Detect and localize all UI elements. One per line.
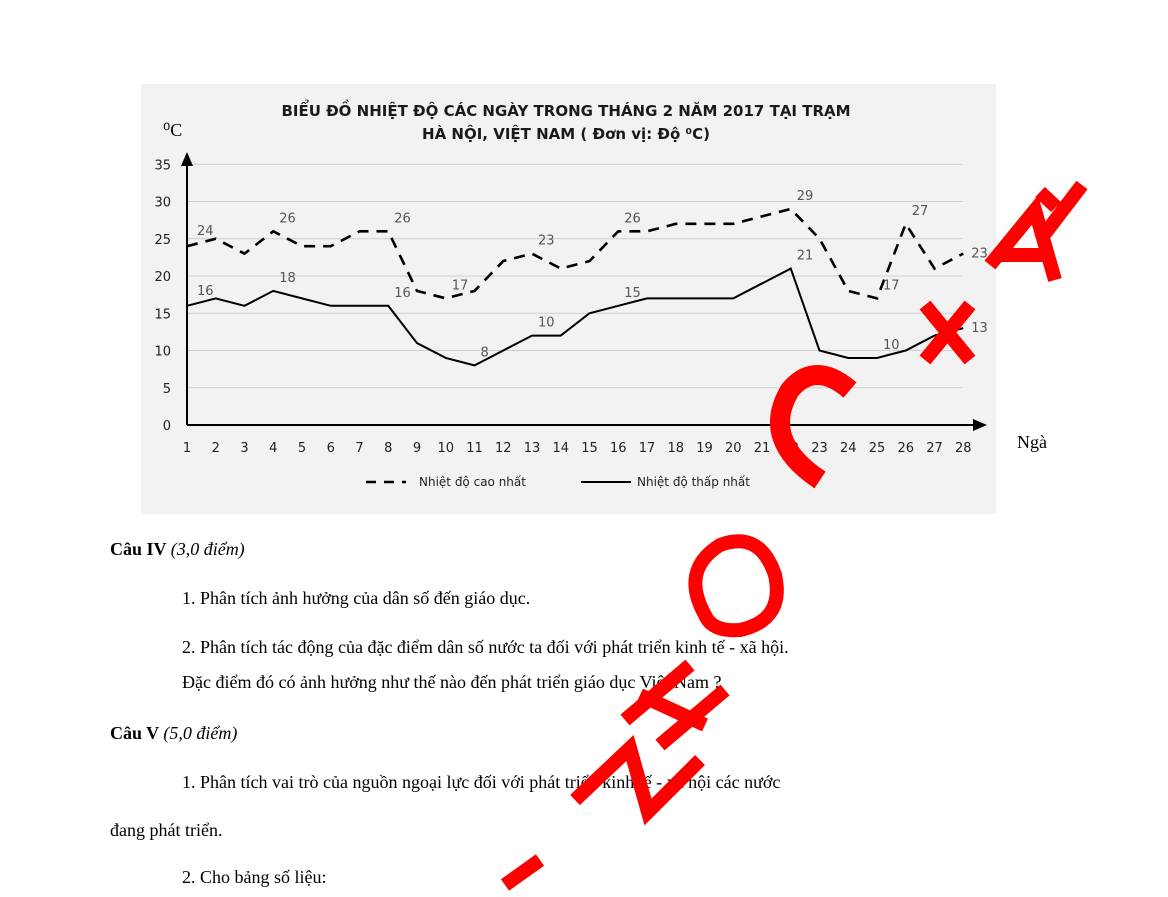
q5-heading: Câu V	[110, 723, 159, 743]
q4-heading: Câu IV	[110, 539, 167, 559]
data-label: 8	[480, 345, 489, 361]
legend-label-low: Nhiệt độ thấp nhất	[637, 475, 750, 489]
data-label: 23	[971, 246, 988, 262]
data-label: 17	[451, 278, 469, 294]
y-tick-label: 10	[154, 344, 171, 360]
data-label: 23	[538, 233, 555, 249]
x-tick-label: 3	[240, 441, 249, 456]
temperature-chart	[141, 84, 1047, 514]
data-label: 16	[394, 285, 411, 301]
series-line-high	[187, 209, 963, 298]
data-label: 13	[971, 321, 988, 337]
data-label: 18	[279, 270, 296, 286]
x-tick-label: 14	[552, 441, 570, 456]
chart-title-line-2: HÀ NỘI, VIỆT NAM ( Đơn vị: Độ ⁰C)	[422, 125, 710, 143]
x-tick-label: 11	[466, 441, 483, 456]
legend	[366, 475, 750, 489]
x-tick-label: 25	[868, 441, 886, 456]
x-tick-label: 26	[897, 441, 915, 456]
x-axis-unit-label: Ngà	[1017, 432, 1047, 452]
x-tick-label: 22	[782, 441, 800, 456]
x-tick-label: 16	[609, 441, 627, 456]
data-label: 24	[197, 224, 214, 240]
data-label: 17	[883, 278, 900, 294]
x-tick-label: 27	[926, 441, 943, 456]
x-tick-label: 7	[355, 441, 364, 456]
x-tick-label: 18	[667, 441, 685, 456]
x-tick-label: 1	[182, 441, 192, 456]
y-tick-label: 25	[154, 232, 171, 248]
x-tick-label: 19	[696, 441, 713, 456]
data-label: 26	[624, 211, 641, 227]
x-tick-label: 4	[269, 441, 278, 456]
data-labels	[197, 189, 988, 360]
q4-item-2-line-1: 2. Phân tích tác động của đặc điểm dân số nước ta đối với phát triển kinh tế - xã hội.	[182, 637, 789, 657]
y-tick-label: 15	[154, 307, 171, 323]
data-label: 15	[624, 285, 641, 301]
gridlines	[187, 164, 963, 388]
q5-heading-line	[110, 722, 1090, 744]
x-tick-label: 2	[211, 441, 220, 456]
x-tick-label: 6	[326, 441, 335, 456]
y-tick-label: 35	[154, 158, 171, 174]
data-label: 21	[796, 248, 814, 264]
q4-item-1: 1. Phân tích ảnh hưởng của dân số đến giáo dục.	[182, 588, 531, 608]
x-tick-label: 10	[437, 441, 455, 456]
y-tick-label: 5	[162, 381, 171, 397]
x-tick-label: 5	[297, 441, 307, 456]
y-tick-label: 30	[154, 195, 171, 211]
x-tick-label: 12	[494, 441, 512, 456]
data-label: 26	[279, 211, 296, 227]
data-label: 16	[197, 283, 214, 299]
data-label: 27	[911, 203, 929, 219]
y-tick-label: 20	[154, 270, 171, 285]
x-tick-label: 28	[954, 441, 972, 456]
q4-points: (3,0 điểm)	[170, 539, 245, 559]
x-tick-label: 9	[412, 441, 422, 456]
data-label: 10	[883, 337, 900, 353]
x-tick-label: 8	[384, 441, 393, 456]
y-tick-labels	[154, 158, 171, 434]
q5-item-2: 2. Cho bảng số liệu:	[182, 867, 327, 887]
x-tick-label: 13	[523, 441, 541, 456]
legend-label-high: Nhiệt độ cao nhất	[419, 475, 526, 489]
chart-svg	[141, 84, 1047, 514]
axes	[181, 152, 987, 431]
x-tick-label: 23	[811, 441, 828, 456]
x-tick-label: 21	[753, 441, 771, 456]
x-tick-label: 15	[581, 441, 598, 456]
chart-title-line-1: BIỂU ĐỒ NHIỆT ĐỘ CÁC NGÀY TRONG THÁNG 2 NĂM 2017 TẠI TRẠM	[281, 102, 851, 120]
x-tick-labels	[183, 441, 972, 456]
q5-item-1-line-1: 1. Phân tích vai trò của nguồn ngoại lực đối với phát triển kinh tế - xã hội các nước	[182, 772, 781, 792]
x-tick-label: 17	[638, 441, 656, 456]
y-axis-arrow	[181, 152, 193, 166]
series-lines	[187, 209, 963, 365]
data-label: 29	[796, 188, 814, 204]
q4-item-2-line-2: Đặc điểm đó có ảnh hưởng như thế nào đến phát triển giáo dục Việt Nam ?	[182, 672, 722, 692]
q5-points: (5,0 điểm)	[163, 723, 238, 743]
x-tick-label: 20	[724, 441, 742, 456]
data-label: 26	[394, 211, 411, 227]
y-tick-label: 0	[162, 419, 171, 434]
q5-item-1-line-2: đang phát triển.	[110, 820, 223, 840]
q4-heading-line	[110, 538, 1090, 560]
x-axis-arrow	[973, 419, 987, 431]
x-tick-label: 24	[839, 441, 857, 456]
data-label: 10	[538, 315, 555, 331]
y-axis-unit-label: ⁰C	[163, 120, 183, 140]
